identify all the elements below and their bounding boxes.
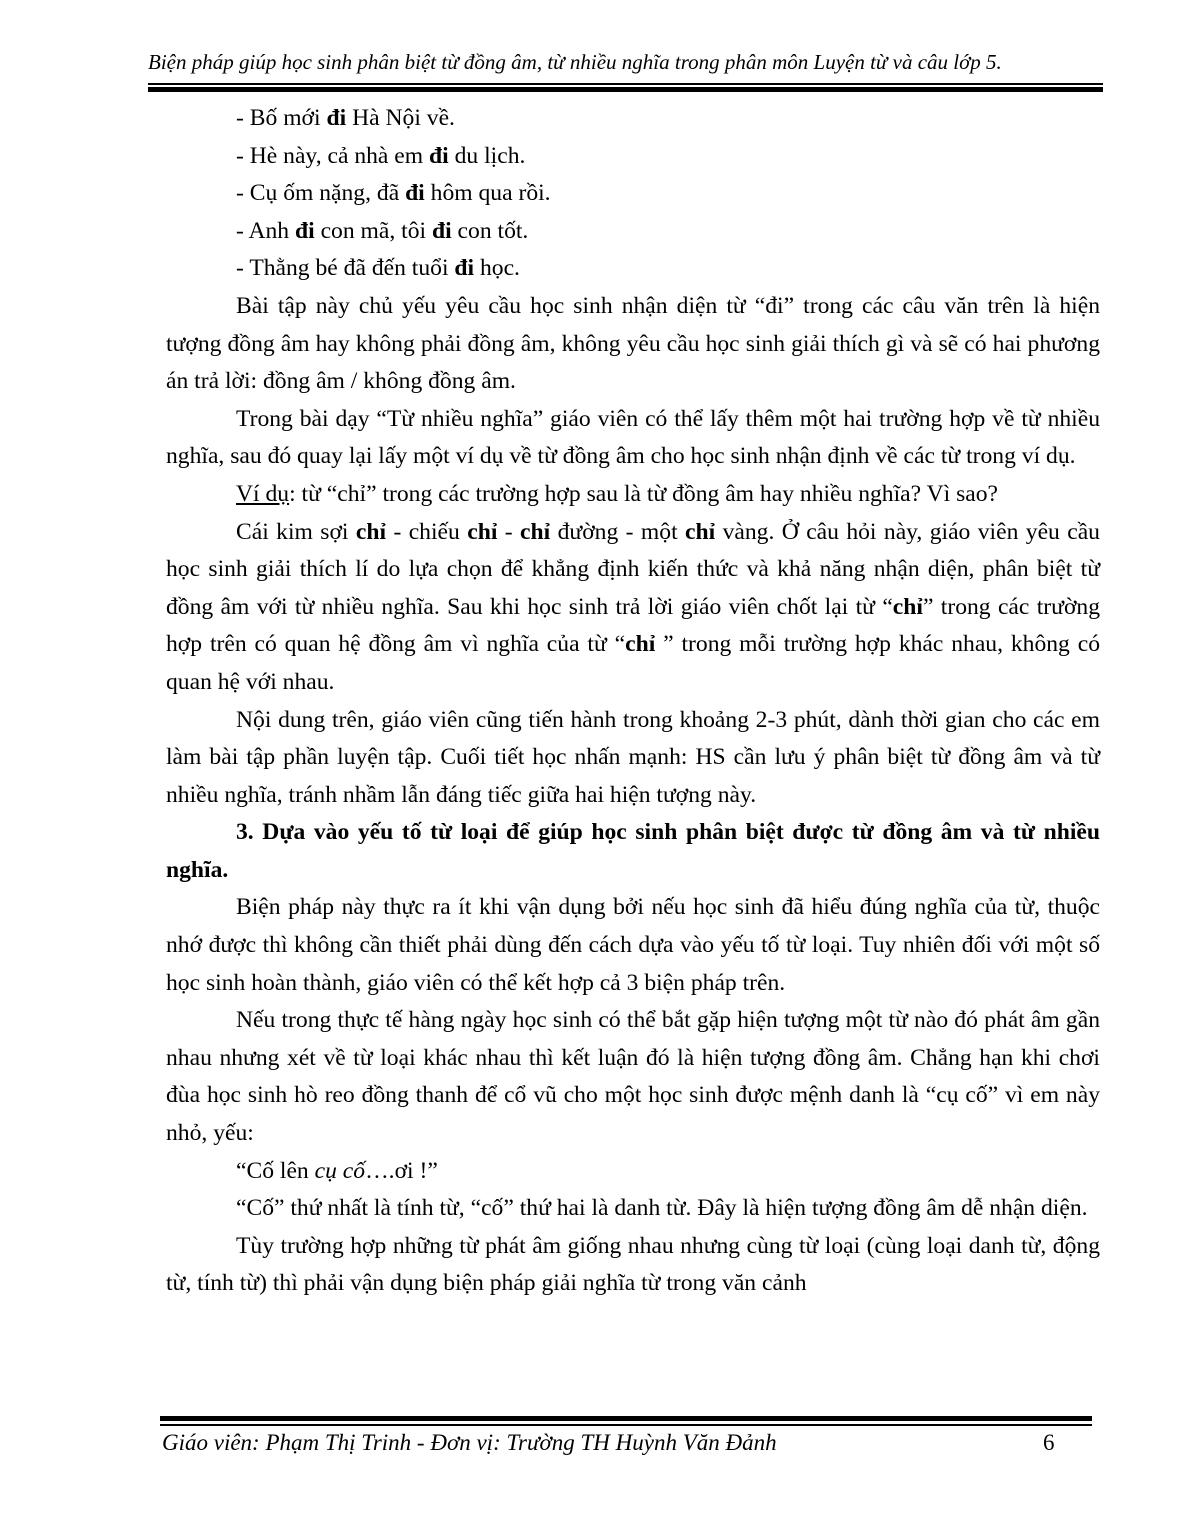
paragraph: Cái kim sợi chỉ - chiếu chỉ - chỉ đường - một chỉ vàng. Ở câu hỏi này, giáo viên yêu cầu học sinh giải thích lí do lựa chọn để khẳng định kiến thức và khả năng nhận diện, phân biệt từ đồng âm với từ nhiều nghĩa. Sau khi học sinh trả lời giáo viên chốt lại từ “chỉ” trong các trường hợp trên có quan hệ đồng âm vì nghĩa của từ “chỉ ” trong mỗi trường hợp khác nhau, không có quan hệ với nhau.	[166, 518, 1101, 695]
quote-line: “Cố lên cụ cố….ơi !”	[236, 1157, 438, 1184]
example-line: - Hè này, cả nhà em đi du lịch.	[236, 142, 526, 169]
example-line: - Bố mới đi Hà Nội về.	[236, 105, 455, 131]
paragraph: Bài tập này chủ yếu yêu cầu học sinh nhận diện từ “đi” trong các câu văn trên là hiện tượng đồng âm hay không phải đồng âm, không yêu cầu học sinh giải thích gì và sẽ có hai phương án trả lời: đồng âm / không đồng âm.	[166, 292, 1100, 395]
footer-rule-thin	[160, 1424, 1092, 1426]
paragraph: Tùy trường hợp những từ phát âm giống nhau nhưng cùng từ loại (cùng loại danh từ, động từ, tính từ) thì phải vận dụng biện pháp giải nghĩa từ trong văn cảnh	[166, 1232, 1100, 1297]
paragraph: “Cố” thứ nhất là tính từ, “cố” thứ hai là danh từ. Đây là hiện tượng đồng âm dễ nhận diện.	[236, 1195, 1088, 1222]
header-rule-thick	[148, 87, 1103, 92]
example-line: - Anh đi con mã, tôi đi con tốt.	[236, 217, 529, 244]
example-question: Ví dụ: từ “chỉ” trong các trường hợp sau là từ đồng âm hay nhiều nghĩa? Vì sao?	[236, 480, 998, 507]
footer-rule-thick	[160, 1416, 1092, 1421]
example-label: Ví dụ	[236, 480, 290, 507]
footer-author: Giáo viên: Phạm Thị Trinh - Đơn vị: Trường TH Huỳnh Văn Đảnh	[162, 1430, 777, 1455]
header-rule-thin	[148, 83, 1103, 85]
section-heading: 3. Dựa vào yếu tố từ loại để giúp học sinh phân biệt được từ đồng âm và từ nhiều nghĩa.	[166, 819, 1100, 883]
document-body	[166, 100, 1100, 1303]
example-line: - Thằng bé đã đến tuổi đi học.	[236, 255, 520, 282]
paragraph: Trong bài dạy “Từ nhiều nghĩa” giáo viên có thể lấy thêm một hai trường hợp về từ nhiều nghĩa, sau đó quay lại lấy một ví dụ về từ đồng âm cho học sinh nhận định về các từ trong ví dụ.	[166, 405, 1100, 470]
page-number: 6	[1043, 1430, 1055, 1455]
paragraph: Nếu trong thực tế hàng ngày học sinh có thể bắt gặp hiện tượng một từ nào đó phát âm gần nhau nhưng xét về từ loại khác nhau thì kết luận đó là hiện tượng đồng âm. Chẳng hạn khi chơi đùa học sinh hò reo đồng thanh để cổ vũ cho một học sinh được mệnh danh là “cụ cố” vì em này nhỏ, yếu:	[166, 1007, 1100, 1147]
paragraph: Nội dung trên, giáo viên cũng tiến hành trong khoảng 2-3 phút, dành thời gian cho các em làm bài tập phần luyện tập. Cuối tiết học nhấn mạnh: HS cần lưu ý phân biệt từ đồng âm và từ nhiều nghĩa, tránh nhầm lẫn đáng tiếc giữa hai hiện tượng này.	[166, 706, 1100, 808]
paragraph: Biện pháp này thực ra ít khi vận dụng bởi nếu học sinh đã hiểu đúng nghĩa của từ, thuộc nhớ được thì không cần thiết phải dùng đến cách dựa vào yếu tố từ loại. Tuy nhiên đối với một số học sinh hoàn thành, giáo viên có thể kết hợp cả 3 biện pháp trên.	[166, 894, 1100, 996]
example-line: - Cụ ốm nặng, đã đi hôm qua rồi.	[236, 180, 551, 207]
page-header-title: Biện pháp giúp học sinh phân biệt từ đồng âm, từ nhiều nghĩa trong phân môn Luyện từ và câu lớp 5.	[148, 50, 1002, 74]
